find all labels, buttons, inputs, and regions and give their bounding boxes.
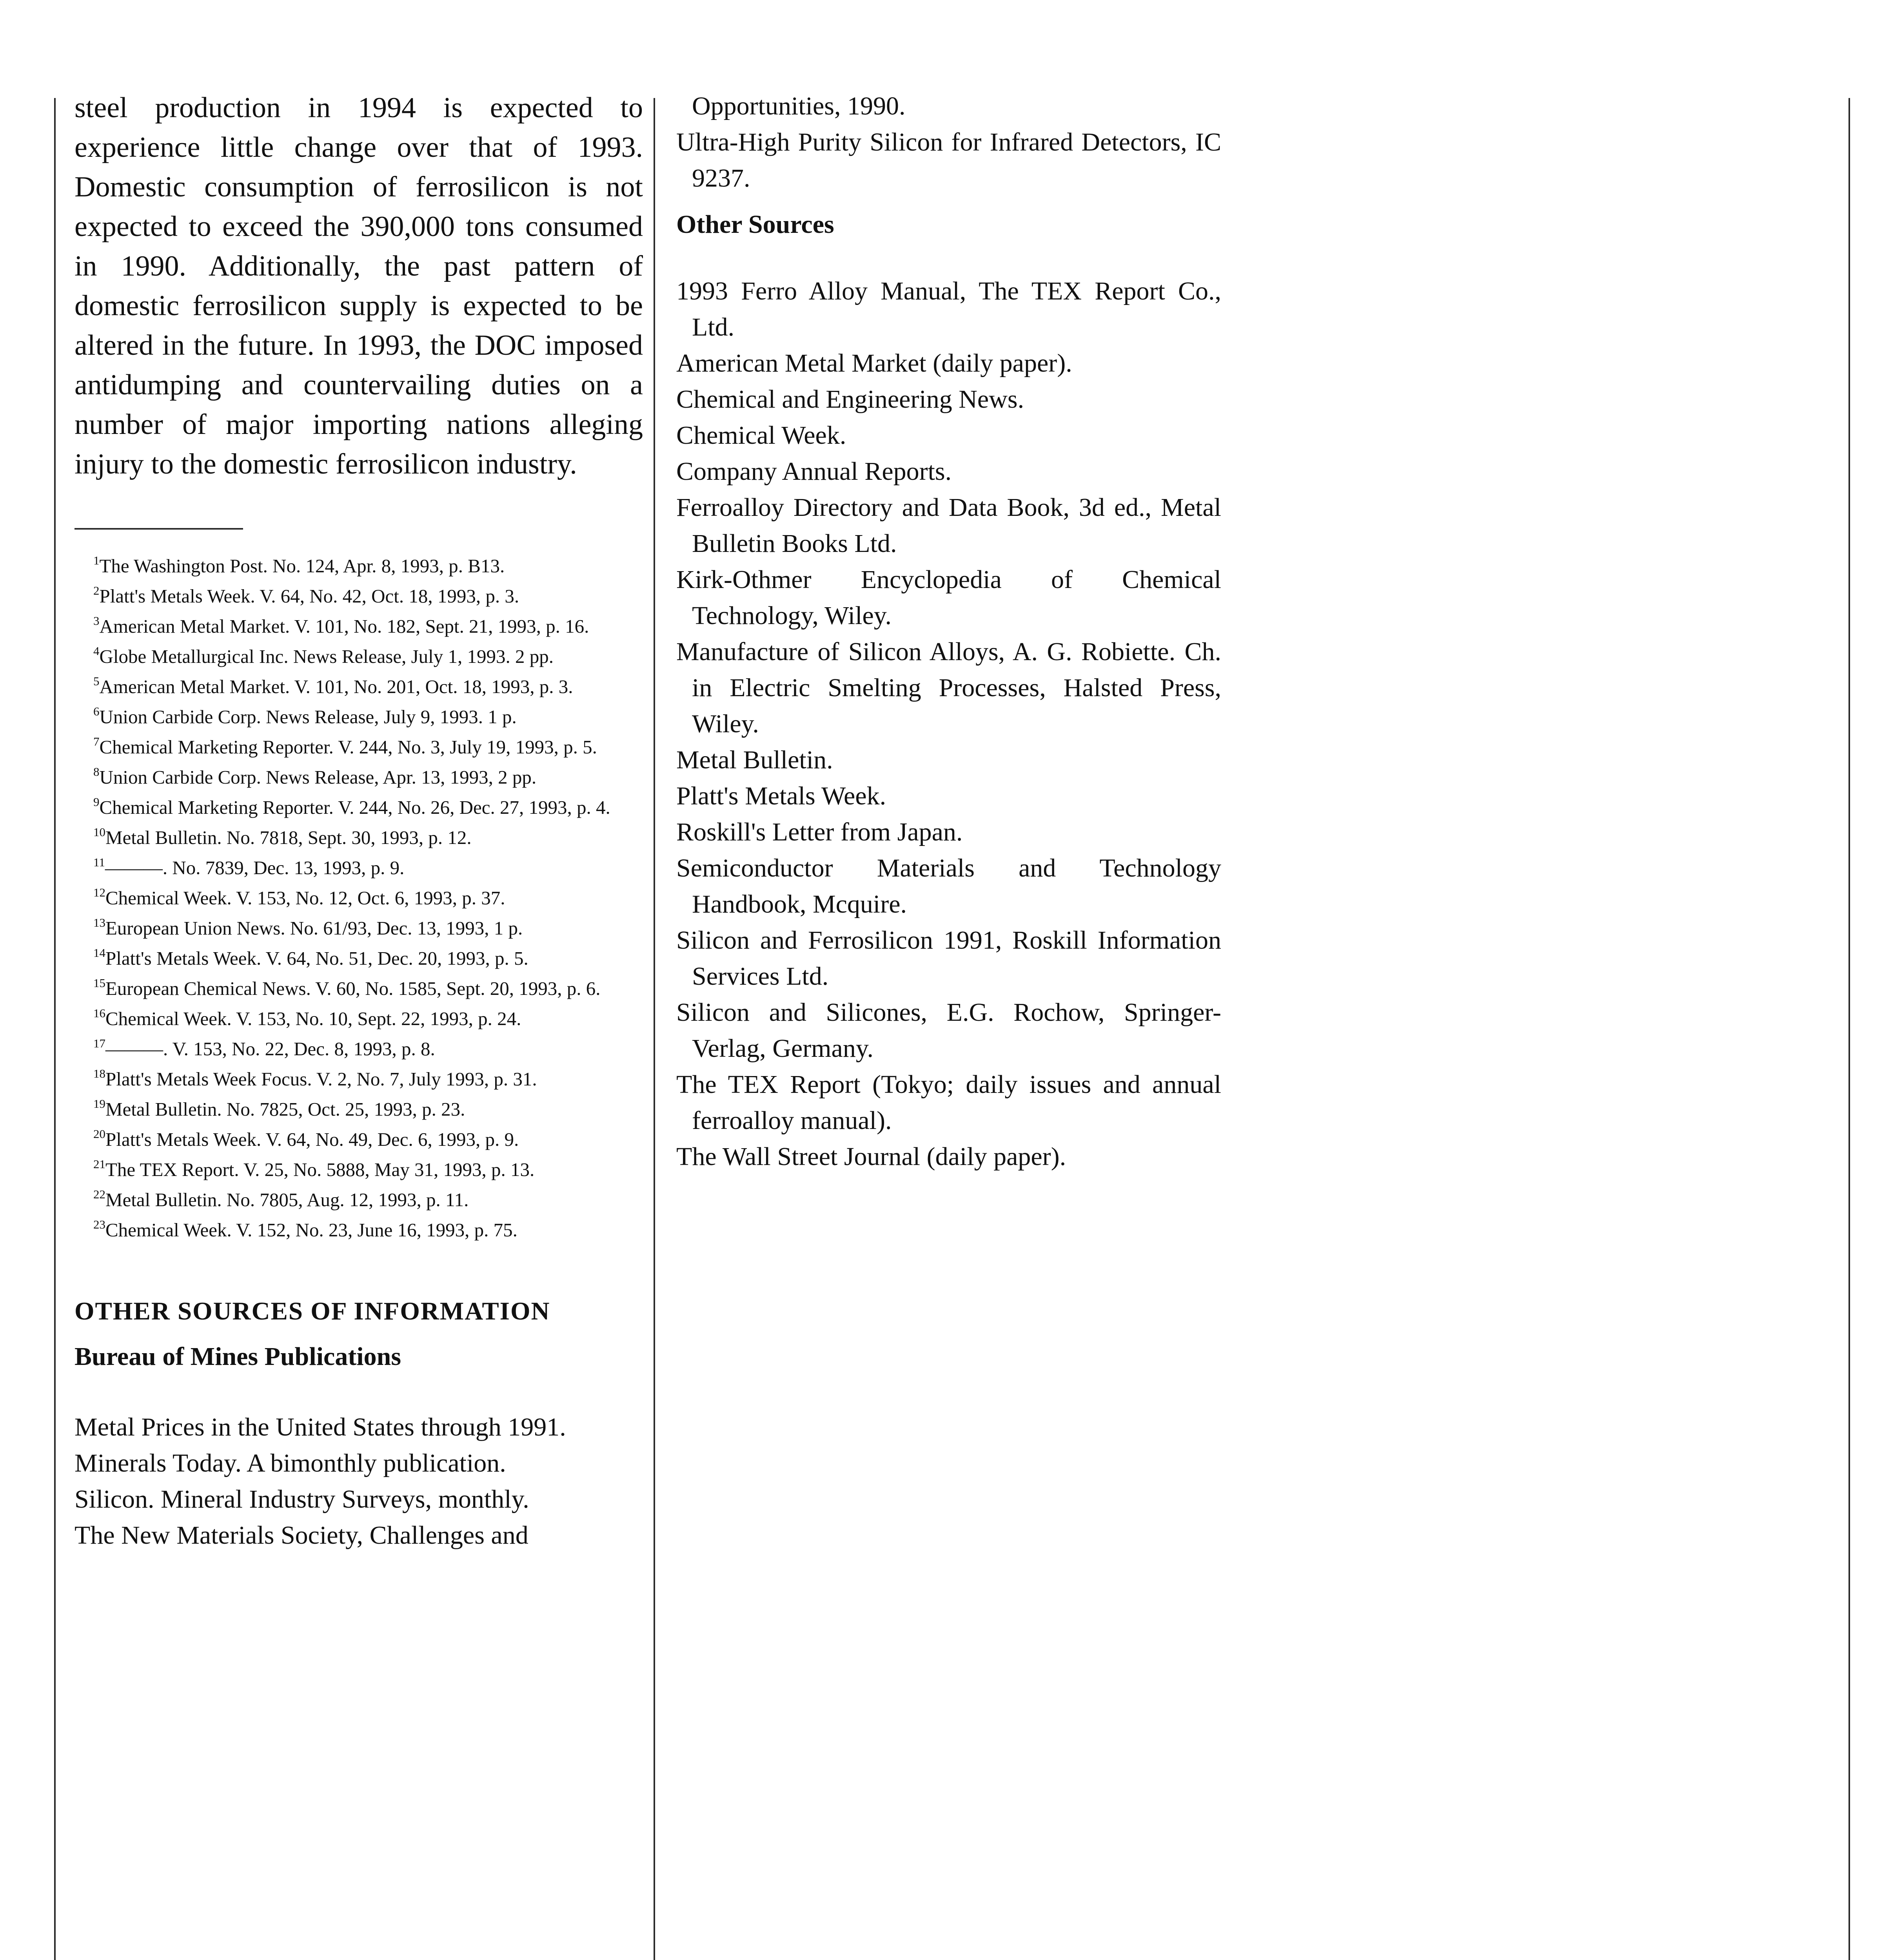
footnote-text: American Metal Market. V. 101, No. 201, Oct. 18, 1993, p. 3. [99, 676, 573, 697]
footnote [74, 1004, 643, 1034]
list-item: The TEX Report (Tokyo; daily issues and annual ferroalloy manual). [676, 1070, 1221, 1135]
footnote-number: 16 [93, 1006, 105, 1020]
footnote-text: Chemical Marketing Reporter. V. 244, No. 3, July 19, 1993, p. 5. [99, 736, 597, 758]
right-column [676, 88, 1221, 1175]
list-item: Kirk-Othmer Encyclopedia of Chemical Technology, Wiley. [676, 565, 1221, 630]
other-sources-list [676, 273, 1221, 1175]
footnote [74, 611, 643, 641]
footnote [74, 762, 643, 792]
list-item: Minerals Today. A bimonthly publication. [74, 1449, 506, 1477]
footnote-text: ———. No. 7839, Dec. 13, 1993, p. 9. [105, 857, 405, 878]
footnote-number: 10 [93, 825, 105, 839]
footnote-number: 1 [93, 554, 100, 567]
footnote [74, 1064, 643, 1094]
list-item: 1993 Ferro Alloy Manual, The TEX Report Co., Ltd. [676, 277, 1221, 341]
footnote-text: European Chemical News. V. 60, No. 1585, Sept. 20, 1993, p. 6. [105, 978, 601, 999]
list-item: Company Annual Reports. [676, 457, 952, 486]
footnote-text: Chemical Week. V. 153, No. 12, Oct. 6, 1993, p. 37. [105, 887, 505, 909]
list-item: Silicon and Silicones, E.G. Rochow, Springer-Verlag, Germany. [676, 998, 1221, 1063]
footnote [74, 551, 643, 581]
footnote [74, 1215, 643, 1245]
footnote-text: Platt's Metals Week Focus. V. 2, No. 7, July 1993, p. 31. [105, 1068, 537, 1090]
footnote-number: 9 [93, 795, 100, 809]
other-sources-heading: Other Sources [676, 210, 834, 239]
list-item: Roskill's Letter from Japan. [676, 818, 963, 846]
left-column-rule [54, 98, 56, 1960]
footnote-number: 6 [93, 704, 100, 718]
footnote [74, 1185, 643, 1215]
footnote-text: Chemical Week. V. 152, No. 23, June 16, 1993, p. 75. [105, 1219, 518, 1241]
footnote-text: The TEX Report. V. 25, No. 5888, May 31, 1993, p. 13. [105, 1159, 535, 1180]
footnote-text: Metal Bulletin. No. 7818, Sept. 30, 1993, p. 12. [105, 827, 472, 848]
footnote-number: 2 [93, 584, 100, 597]
footnote [74, 883, 643, 913]
list-item: The Wall Street Journal (daily paper). [676, 1142, 1066, 1171]
footnote [74, 853, 643, 883]
footnote-number: 7 [93, 735, 100, 748]
list-item: Opportunities, 1990. [692, 92, 906, 120]
footnote-number: 12 [93, 886, 105, 899]
footnote-number: 15 [93, 976, 105, 990]
footnote-text: Platt's Metals Week. V. 64, No. 42, Oct. 18, 1993, p. 3. [99, 585, 519, 607]
footnote-separator [74, 528, 243, 530]
bureau-of-mines-list-continued [676, 88, 1221, 196]
left-column [74, 88, 643, 1553]
footnote-text: Union Carbide Corp. News Release, July 9, 1993. 1 p. [99, 706, 517, 728]
footnote-number: 3 [93, 614, 100, 628]
list-item: Semiconductor Materials and Technology Handbook, Mcquire. [676, 854, 1221, 918]
footnote-text: Chemical Marketing Reporter. V. 244, No. 26, Dec. 27, 1993, p. 4. [99, 797, 610, 818]
footnote [74, 913, 643, 943]
footnote [74, 1034, 643, 1064]
footnote-number: 13 [93, 916, 105, 929]
footnote-list [74, 551, 643, 1245]
footnote [74, 943, 643, 973]
list-item: Ferroalloy Directory and Data Book, 3d ed., Metal Bulletin Books Ltd. [676, 493, 1221, 558]
footnote-text: The Washington Post. No. 124, Apr. 8, 1993, p. B13. [99, 555, 505, 577]
footnote [74, 1124, 643, 1154]
footnote-number: 17 [93, 1036, 105, 1050]
footnote [74, 732, 643, 762]
footnote-text: Metal Bulletin. No. 7825, Oct. 25, 1993, p. 23. [105, 1098, 465, 1120]
footnote-text: European Union News. No. 61/93, Dec. 13, 1993, 1 p. [105, 917, 523, 939]
footnote [74, 822, 643, 853]
list-item: Metal Prices in the United States through 1991. [74, 1413, 566, 1441]
list-item: Chemical and Engineering News. [676, 385, 1024, 414]
footnote [74, 973, 643, 1004]
list-item: Ultra-High Purity Silicon for Infrared Detectors, IC 9237. [676, 128, 1221, 192]
list-item: Manufacture of Silicon Alloys, A. G. Robiette. Ch. in Electric Smelting Processes, Halsted Press, Wiley. [676, 637, 1221, 738]
footnote-text: Chemical Week. V. 153, No. 10, Sept. 22, 1993, p. 24. [105, 1008, 521, 1029]
center-column-rule [654, 98, 655, 1960]
footnote-number: 23 [93, 1218, 105, 1231]
footnote-number: 5 [93, 674, 100, 688]
footnote [74, 702, 643, 732]
footnote [74, 671, 643, 702]
footnote-text: ———. V. 153, No. 22, Dec. 8, 1993, p. 8. [105, 1038, 435, 1060]
footnote-text: American Metal Market. V. 101, No. 182, Sept. 21, 1993, p. 16. [99, 615, 589, 637]
footnote-number: 18 [93, 1067, 105, 1080]
right-column-rule [1849, 98, 1850, 1960]
footnote [74, 581, 643, 611]
footnote-number: 21 [93, 1157, 105, 1171]
footnote [74, 792, 643, 822]
list-item: The New Materials Society, Challenges and [74, 1521, 528, 1550]
list-item: Silicon. Mineral Industry Surveys, monthly. [74, 1485, 529, 1514]
footnote-number: 8 [93, 765, 100, 779]
footnote-number: 22 [93, 1187, 105, 1201]
body-paragraph: steel production in 1994 is expected to experience little change over that of 1993. Domestic consumption of ferrosilicon is not expected to exceed the 390,000 tons consumed in 1990. Additionally, the past pattern of domestic ferrosilicon supply is expected to be altered in the future. In 1993, the DOC imposed antidumping and countervailing duties on a number of major importing nations alleging injury to the domestic ferrosilicon industry. [74, 92, 643, 480]
footnote [74, 641, 643, 671]
footnote-text: Union Carbide Corp. News Release, Apr. 13, 1993, 2 pp. [99, 766, 537, 788]
footnote-number: 14 [93, 946, 105, 960]
footnote-text: Platt's Metals Week. V. 64, No. 49, Dec. 6, 1993, p. 9. [105, 1129, 519, 1150]
other-sources-of-information-heading: OTHER SOURCES OF INFORMATION [74, 1297, 550, 1325]
bureau-of-mines-heading: Bureau of Mines Publications [74, 1342, 401, 1371]
list-item: Chemical Week. [676, 421, 846, 450]
list-item: Platt's Metals Week. [676, 782, 886, 810]
footnote-number: 11 [93, 855, 105, 869]
footnote-number: 4 [93, 644, 100, 658]
footnote-text: Metal Bulletin. No. 7805, Aug. 12, 1993, p. 11. [105, 1189, 469, 1210]
footnote-text: Globe Metallurgical Inc. News Release, July 1, 1993. 2 pp. [99, 646, 554, 667]
bureau-of-mines-list [74, 1409, 643, 1553]
list-item: Metal Bulletin. [676, 746, 833, 774]
list-item: American Metal Market (daily paper). [676, 349, 1072, 377]
footnote [74, 1094, 643, 1124]
footnote-text: Platt's Metals Week. V. 64, No. 51, Dec. 20, 1993, p. 5. [105, 947, 528, 969]
footnote-number: 20 [93, 1127, 105, 1141]
footnote [74, 1154, 643, 1185]
list-item: Silicon and Ferrosilicon 1991, Roskill Information Services Ltd. [676, 926, 1221, 991]
footnote-number: 19 [93, 1097, 105, 1111]
